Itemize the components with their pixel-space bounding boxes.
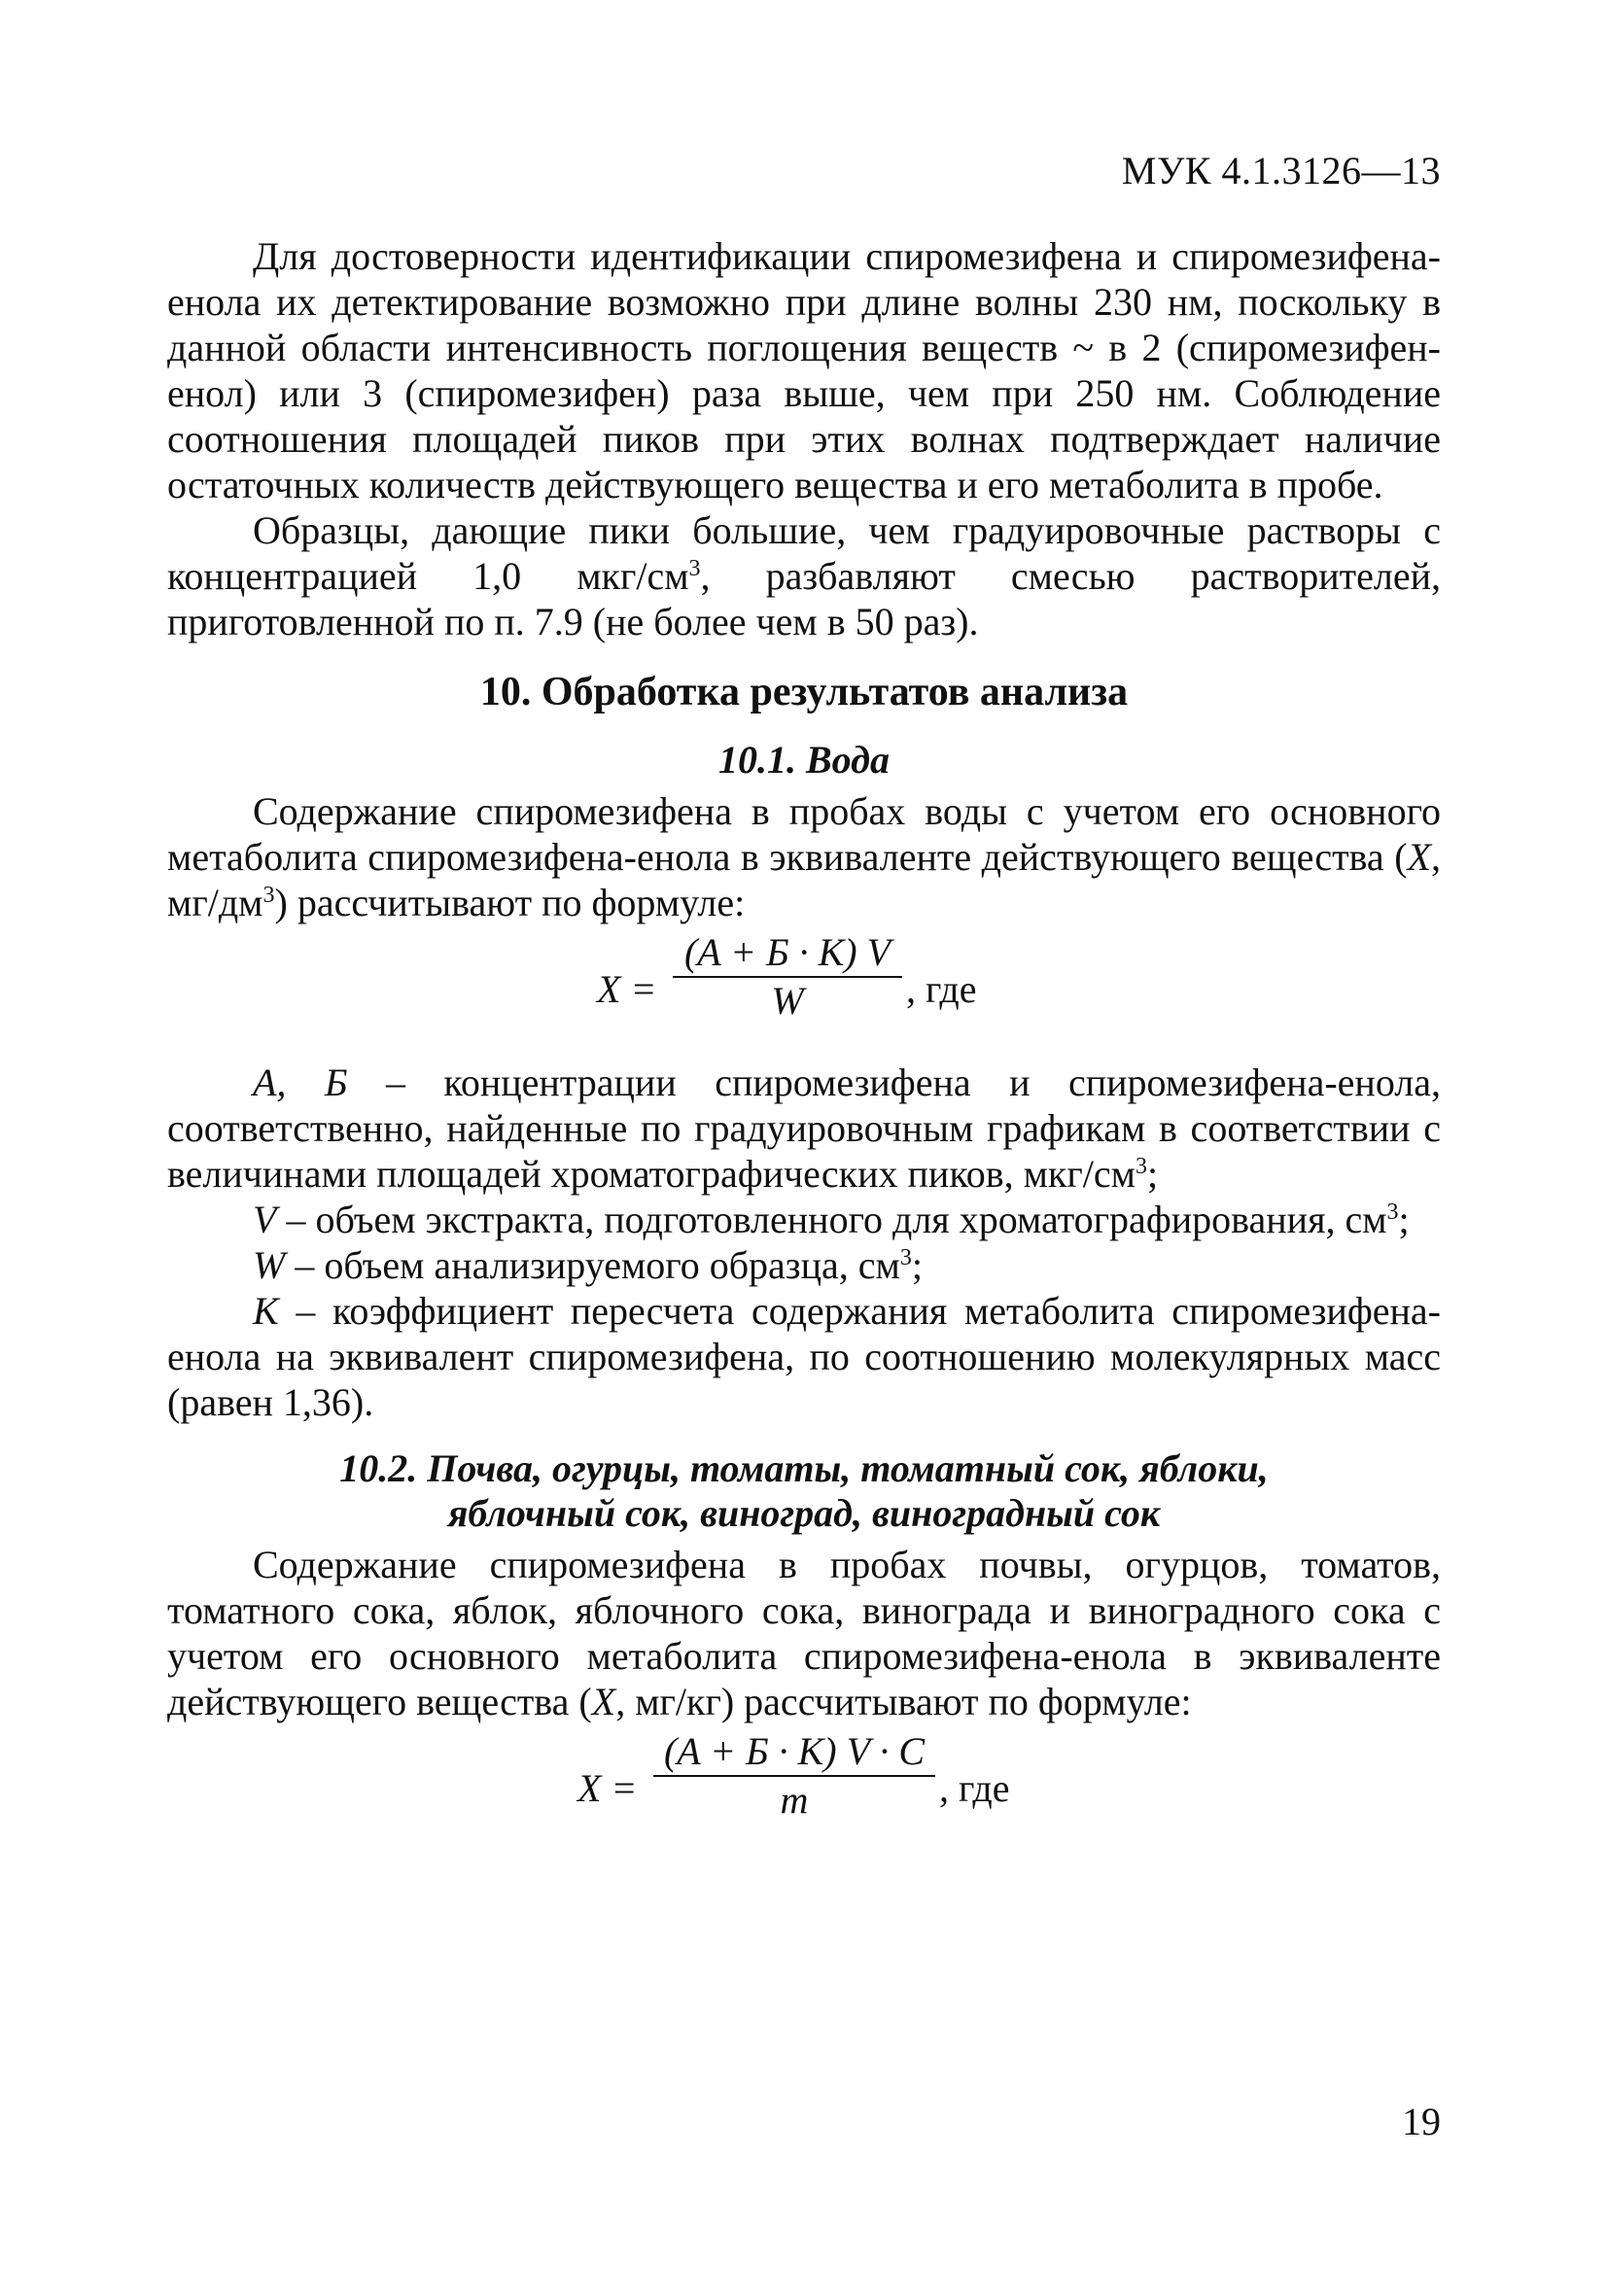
section-title: 10. Обработка результатов анализа [479, 670, 1129, 714]
definition-end: ; [1398, 1198, 1410, 1241]
variable-a-b: A, Б [253, 1061, 348, 1104]
definition-v [167, 1197, 1441, 1242]
water-text-a: Содержание спиромезифена в пробах воды с учетом его основного метаболита спиромезифена-енола в эквиваленте действующего вещества ( [167, 789, 1441, 879]
formula-tail: , где [906, 967, 977, 1011]
water-text-b: , мг/дм [167, 835, 1441, 924]
variable-v: V [253, 1198, 277, 1241]
formula-numerator: (A + Б · K) V · C [663, 1729, 925, 1773]
subsection-title-line: 10.2. Почва, огурцы, томаты, томатный сок, яблоки, [339, 1446, 1269, 1490]
paragraph-produce-content [167, 1542, 1441, 1724]
paragraph-identification: Для достоверности идентификации спиромезифена и спиромезифена-енола их детектирование возможно при длине волны 230 нм, поскольку в данной области интенсивность поглощения веществ ~ в 2 (спиромезифен-енол) или 3 (спиромезифен) раза выше, чем при 250 нм. Соблюдение соотношения площадей пиков при этих волнах подтверждает наличие остаточных количеств действующего вещества и его метаболита в пробе. [167, 234, 1441, 506]
definition-k [167, 1288, 1441, 1425]
formula-lhs: X = [597, 967, 657, 1011]
produce-text-b: , мг/кг) рассчитывают по формуле: [615, 1680, 1192, 1723]
dilution-text-a: Образцы, дающие пики большие, чем градуировочные растворы с концентрацией 1,0 мкг/см [167, 508, 1441, 598]
formula-fraction [673, 929, 902, 1025]
formula-denominator: m [780, 1778, 809, 1822]
document-code: МУК 4.1.3126—13 [1121, 149, 1441, 192]
page-number: 19 [1402, 2100, 1441, 2143]
subsection-title-soil-produce [167, 1446, 1441, 1536]
definition-text: – концентрации спиромезифена и спиромезифена-енола, соответственно, найденные по градуировочным графикам в соответствии с величинами площадей хроматографических пиков, мкг/см [167, 1061, 1442, 1196]
formula-lhs: X = [577, 1766, 638, 1810]
water-text-c: ) рассчитывают по формуле: [274, 881, 746, 924]
definition-end: ; [1146, 1152, 1159, 1196]
variable-w: W [253, 1243, 286, 1287]
superscript: 3 [899, 1245, 912, 1270]
superscript: 3 [1386, 1200, 1399, 1225]
superscript: 3 [688, 556, 701, 581]
formula-tail: , где [939, 1766, 1010, 1810]
variable-k: K [253, 1289, 279, 1333]
formula-fraction [653, 1728, 935, 1824]
formula-produce [167, 1728, 1441, 1845]
dilution-text-b: , разбавляют смесью растворителей, приготовленной по п. 7.9 (не более чем в 50 раз). [167, 554, 1441, 644]
produce-text-a: Содержание спиромезифена в пробах почвы, огурцов, томатов, томатного сока, яблок, яблочного сока, винограда и виноградного сока с учетом его основного метаболита спиромезифена-енола в эквиваленте действующего вещества ( [167, 1543, 1441, 1723]
definition-text: – объем анализируемого образца, см [285, 1243, 900, 1287]
subsection-title-water: 10.1. Вода [718, 738, 890, 782]
definition-end: ; [911, 1243, 923, 1287]
paragraph-dilution [167, 507, 1441, 644]
paragraph-water-content [167, 788, 1441, 925]
formula-numerator: (A + Б · K) V [683, 930, 891, 974]
definition-text: – объем экстракта, подготовленного для хроматографирования, см [276, 1198, 1387, 1241]
definition-text: – коэффициент пересчета содержания метаболита спиромезифена-енола на эквивалент спиромезифена, по соотношению молекулярных масс (равен 1,36). [167, 1289, 1441, 1424]
definition-w [167, 1242, 1441, 1288]
variable-x: X [1407, 835, 1431, 879]
page-body [167, 233, 1441, 1859]
subsection-title-line: яблочный сок, виноград, виноградный сок [447, 1491, 1161, 1535]
superscript: 3 [1135, 1154, 1147, 1179]
formula-water [167, 929, 1441, 1046]
variable-x: X [591, 1680, 616, 1723]
formula-denominator: W [771, 979, 804, 1023]
definition-a-b [167, 1060, 1441, 1197]
superscript: 3 [262, 883, 275, 908]
